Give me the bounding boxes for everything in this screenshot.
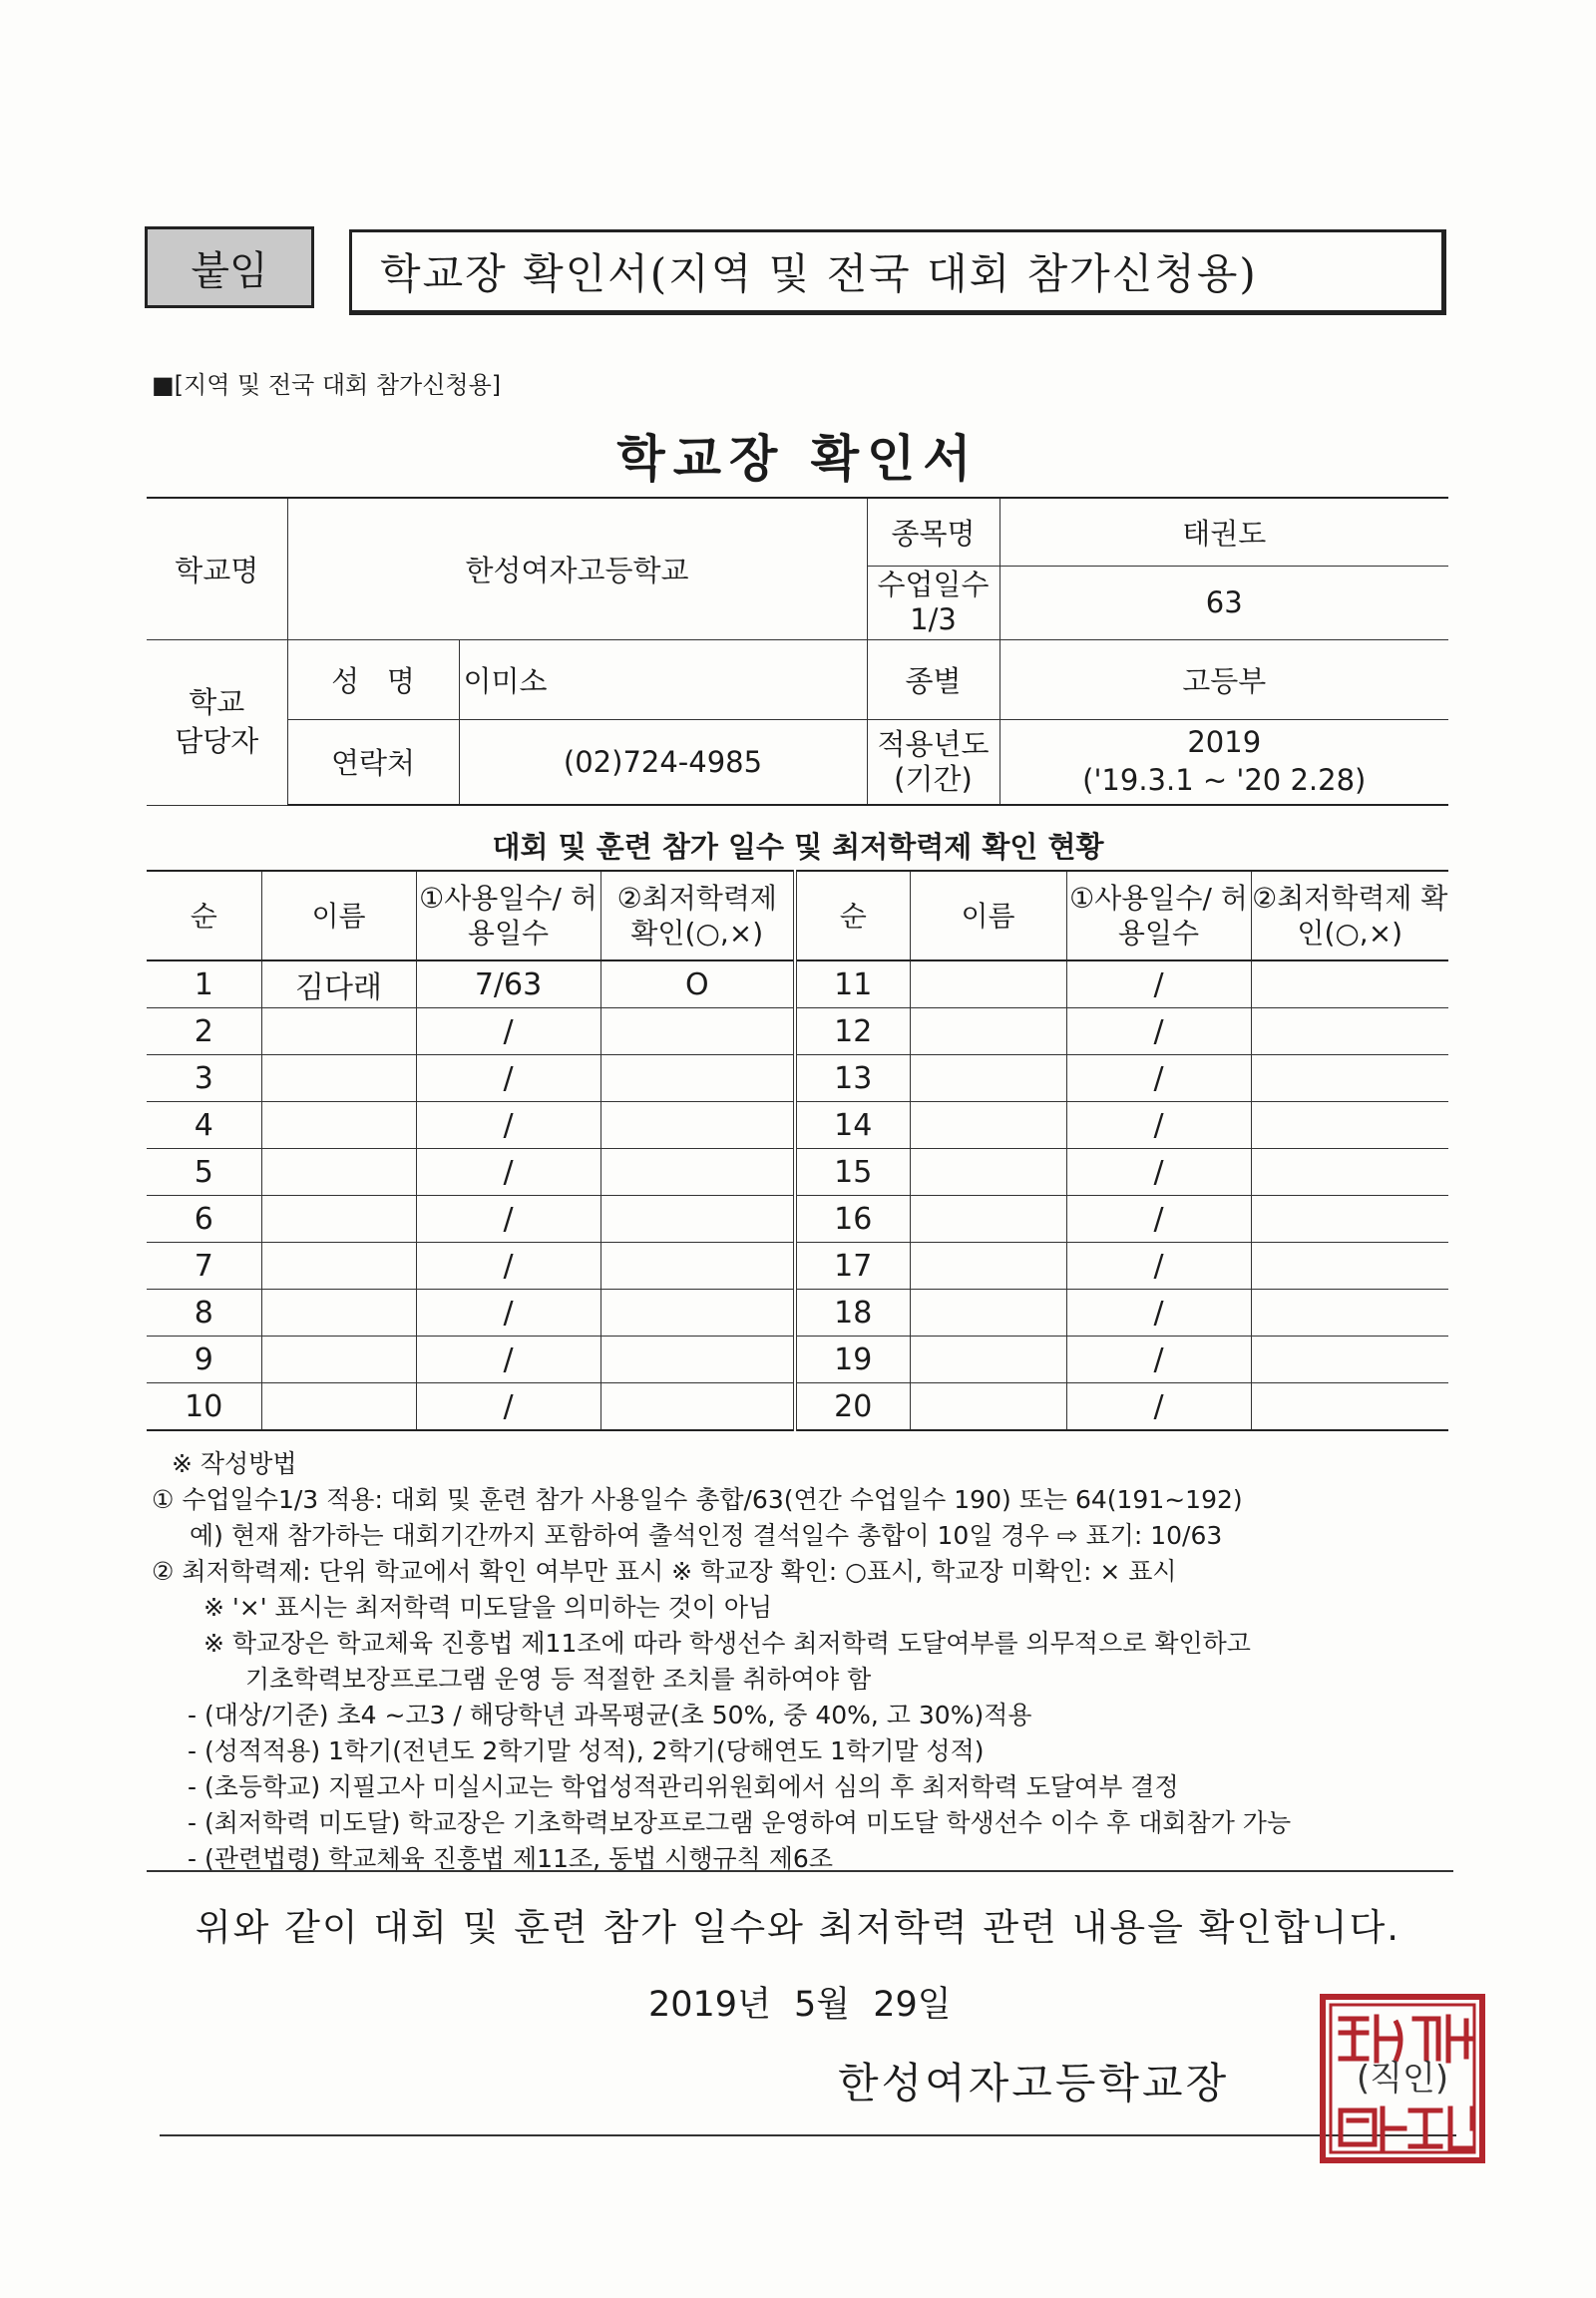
category-value: 고등부	[999, 639, 1448, 719]
academic-check: O	[600, 960, 795, 1008]
used-days: /	[416, 1243, 600, 1290]
header-used-days: ①사용일수/ 허용일수	[1066, 871, 1251, 960]
used-days: /	[416, 1337, 600, 1383]
attachment-tag-label: 붙임	[191, 247, 268, 294]
used-days: /	[416, 1149, 600, 1196]
academic-check	[1251, 1290, 1448, 1337]
student-name	[910, 1196, 1066, 1243]
header-name: 이름	[910, 871, 1066, 960]
note-item-1: ① 수업일수1/3 적용: 대회 및 훈련 참가 사용일수 총합/63(연간 수업일수 190) 또는 64(191~192)	[152, 1485, 1243, 1514]
table-row	[147, 1196, 1448, 1243]
note-dash-5: - (관련법령) 학교체육 진흥법 제11조, 동법 시행규칙 제6조	[188, 1844, 833, 1873]
class-days-value: 63	[999, 566, 1448, 639]
name-value: 이미소	[459, 639, 867, 719]
main-title: 학교장 확인서	[616, 430, 980, 488]
contact-label: 연락처	[287, 719, 459, 805]
row-number: 19	[795, 1337, 910, 1383]
year-value: 2019	[1187, 725, 1262, 760]
student-name	[910, 1290, 1066, 1337]
header-min-academic: ②최저학력제 확인(○,×)	[1251, 871, 1448, 960]
row-number: 18	[795, 1290, 910, 1337]
row-number: 15	[795, 1149, 910, 1196]
document-title: 학교장 확인서(지역 및 전국 대회 참가신청용)	[380, 249, 1258, 298]
note-item-2-sub-1: ※ '×' 표시는 최저학력 미도달을 의미하는 것이 아님	[203, 1593, 773, 1622]
row-number: 4	[147, 1102, 261, 1149]
academic-check	[1251, 1055, 1448, 1102]
academic-check	[600, 1383, 795, 1431]
academic-check	[600, 1102, 795, 1149]
school-label: 학교명	[147, 498, 287, 639]
note-dash-4: - (최저학력 미도달) 학교장은 기초학력보장프로그램 운영하여 미도달 학생선수 이수 후 대회참가 가능	[188, 1808, 1292, 1837]
note-item-2-sub-2-cont: 기초학력보장프로그램 운영 등 적절한 조치를 취하여야 함	[245, 1665, 872, 1694]
note-dash-1: - (대상/기준) 초4 ~고3 / 해당학년 과목평균(초 50%, 중 40%, 고 30%)적용	[188, 1701, 1032, 1729]
academic-check	[1251, 1243, 1448, 1290]
table-row	[147, 1149, 1448, 1196]
school-value: 한성여자고등학교	[287, 498, 867, 639]
table-row	[147, 1102, 1448, 1149]
academic-check	[1251, 1383, 1448, 1431]
academic-check	[600, 1290, 795, 1337]
student-name	[261, 1196, 416, 1243]
roster-table	[147, 870, 1448, 1431]
academic-check	[600, 1196, 795, 1243]
student-name	[910, 1149, 1066, 1196]
academic-check	[600, 1243, 795, 1290]
header-used-days: ①사용일수/ 허용일수	[416, 871, 600, 960]
row-number: 6	[147, 1196, 261, 1243]
note-dash-2: - (성적적용) 1학기(전년도 2학기말 성적), 2학기(당해연도 1학기말 성적)	[188, 1736, 985, 1765]
row-number: 1	[147, 960, 261, 1008]
note-item-1-example: 예) 현재 참가하는 대회기간까지 포함하여 출석인정 결석일수 총합이 10일 경우 ⇨ 표기: 10/63	[190, 1521, 1223, 1550]
official-seal-icon	[1319, 1993, 1486, 2164]
contact-value: (02)724-4985	[459, 719, 867, 805]
student-name	[261, 1243, 416, 1290]
row-number: 7	[147, 1243, 261, 1290]
subheading: ■[지역 및 전국 대회 참가신청용]	[152, 371, 502, 399]
category-label: 종별	[867, 639, 999, 719]
student-name	[261, 1055, 416, 1102]
table-row	[147, 1337, 1448, 1383]
student-name	[261, 1102, 416, 1149]
academic-check	[1251, 1102, 1448, 1149]
header-name: 이름	[261, 871, 416, 960]
issue-date: 2019년 5월 29일	[648, 1985, 952, 2025]
used-days: /	[1066, 1196, 1251, 1243]
used-days: /	[416, 1055, 600, 1102]
student-name	[261, 1008, 416, 1055]
signer-title: 한성여자고등학교장	[838, 2059, 1230, 2107]
header-min-academic: ②최저학력제 확인(○,×)	[600, 871, 795, 960]
academic-check	[1251, 960, 1448, 1008]
academic-check	[600, 1055, 795, 1102]
row-number: 13	[795, 1055, 910, 1102]
student-name	[261, 1290, 416, 1337]
table-row	[147, 1055, 1448, 1102]
event-label: 종목명	[867, 498, 999, 566]
used-days: /	[1066, 1149, 1251, 1196]
used-days: /	[1066, 1290, 1251, 1337]
used-days: /	[416, 1290, 600, 1337]
table-row	[147, 1383, 1448, 1431]
academic-check	[600, 1008, 795, 1055]
student-name	[910, 1383, 1066, 1431]
row-number: 3	[147, 1055, 261, 1102]
student-name	[261, 1383, 416, 1431]
note-item-2-sub-2: ※ 학교장은 학교체육 진흥법 제11조에 따라 학생선수 최저학력 도달여부를 의무적으로 확인하고	[203, 1629, 1251, 1658]
row-number: 17	[795, 1243, 910, 1290]
table-row	[147, 960, 1448, 1008]
row-number: 9	[147, 1337, 261, 1383]
row-number: 5	[147, 1149, 261, 1196]
academic-check	[1251, 1149, 1448, 1196]
academic-check	[600, 1337, 795, 1383]
row-number: 14	[795, 1102, 910, 1149]
notes-heading: ※ 작성방법	[172, 1449, 297, 1478]
document-title-box	[349, 229, 1446, 315]
confirmation-statement: 위와 같이 대회 및 훈련 참가 일수와 최저학력 관련 내용을 확인합니다.	[195, 1906, 1401, 1949]
row-number: 10	[147, 1383, 261, 1431]
bottom-divider	[160, 2134, 1456, 2136]
header-no: 순	[147, 871, 261, 960]
academic-check	[1251, 1337, 1448, 1383]
row-number: 2	[147, 1008, 261, 1055]
row-number: 11	[795, 960, 910, 1008]
section-caption: 대회 및 훈련 참가 일수 및 최저학력제 확인 현황	[492, 830, 1104, 864]
student-name	[910, 960, 1066, 1008]
used-days: /	[1066, 960, 1251, 1008]
row-number: 16	[795, 1196, 910, 1243]
student-name	[261, 1337, 416, 1383]
class-days-label: 수업일수 1/3	[867, 566, 999, 639]
used-days: /	[416, 1196, 600, 1243]
used-days: /	[1066, 1055, 1251, 1102]
used-days: /	[416, 1383, 600, 1431]
used-days: /	[1066, 1383, 1251, 1431]
used-days: /	[416, 1102, 600, 1149]
header-no: 순	[795, 871, 910, 960]
student-name	[910, 1102, 1066, 1149]
student-name	[910, 1243, 1066, 1290]
note-dash-3: - (초등학교) 지필고사 미실시교는 학업성적관리위원회에서 심의 후 최저학력 도달여부 결정	[188, 1772, 1179, 1801]
used-days: /	[1066, 1102, 1251, 1149]
student-name	[261, 1149, 416, 1196]
used-days: /	[1066, 1008, 1251, 1055]
student-name	[910, 1337, 1066, 1383]
year-cell	[999, 719, 1448, 805]
academic-check	[1251, 1008, 1448, 1055]
writing-guide	[152, 1446, 1458, 1877]
table-row	[147, 1008, 1448, 1055]
info-table	[147, 497, 1448, 806]
table-row	[147, 1243, 1448, 1290]
event-value: 태권도	[999, 498, 1448, 566]
academic-check	[1251, 1196, 1448, 1243]
seal-label: (직인)	[1356, 2059, 1449, 2099]
notes-divider	[147, 1870, 1453, 1872]
student-name	[910, 1008, 1066, 1055]
year-label: 적용년도 (기간)	[867, 719, 999, 805]
student-name: 김다래	[261, 960, 416, 1008]
note-item-2: ② 최저학력제: 단위 학교에서 확인 여부만 표시 ※ 학교장 확인: ○표시, 학교장 미확인: × 표시	[152, 1557, 1177, 1586]
row-number: 8	[147, 1290, 261, 1337]
table-row	[147, 1290, 1448, 1337]
used-days: /	[416, 1008, 600, 1055]
manager-label: 학교 담당자	[147, 639, 287, 805]
row-number: 12	[795, 1008, 910, 1055]
period-value: ('19.3.1 ~ '20 2.28)	[1082, 762, 1367, 797]
used-days: 7/63	[416, 960, 600, 1008]
used-days: /	[1066, 1337, 1251, 1383]
attachment-tag	[145, 226, 314, 308]
student-name	[910, 1055, 1066, 1102]
row-number: 20	[795, 1383, 910, 1431]
used-days: /	[1066, 1243, 1251, 1290]
name-label: 성 명	[287, 639, 459, 719]
academic-check	[600, 1149, 795, 1196]
